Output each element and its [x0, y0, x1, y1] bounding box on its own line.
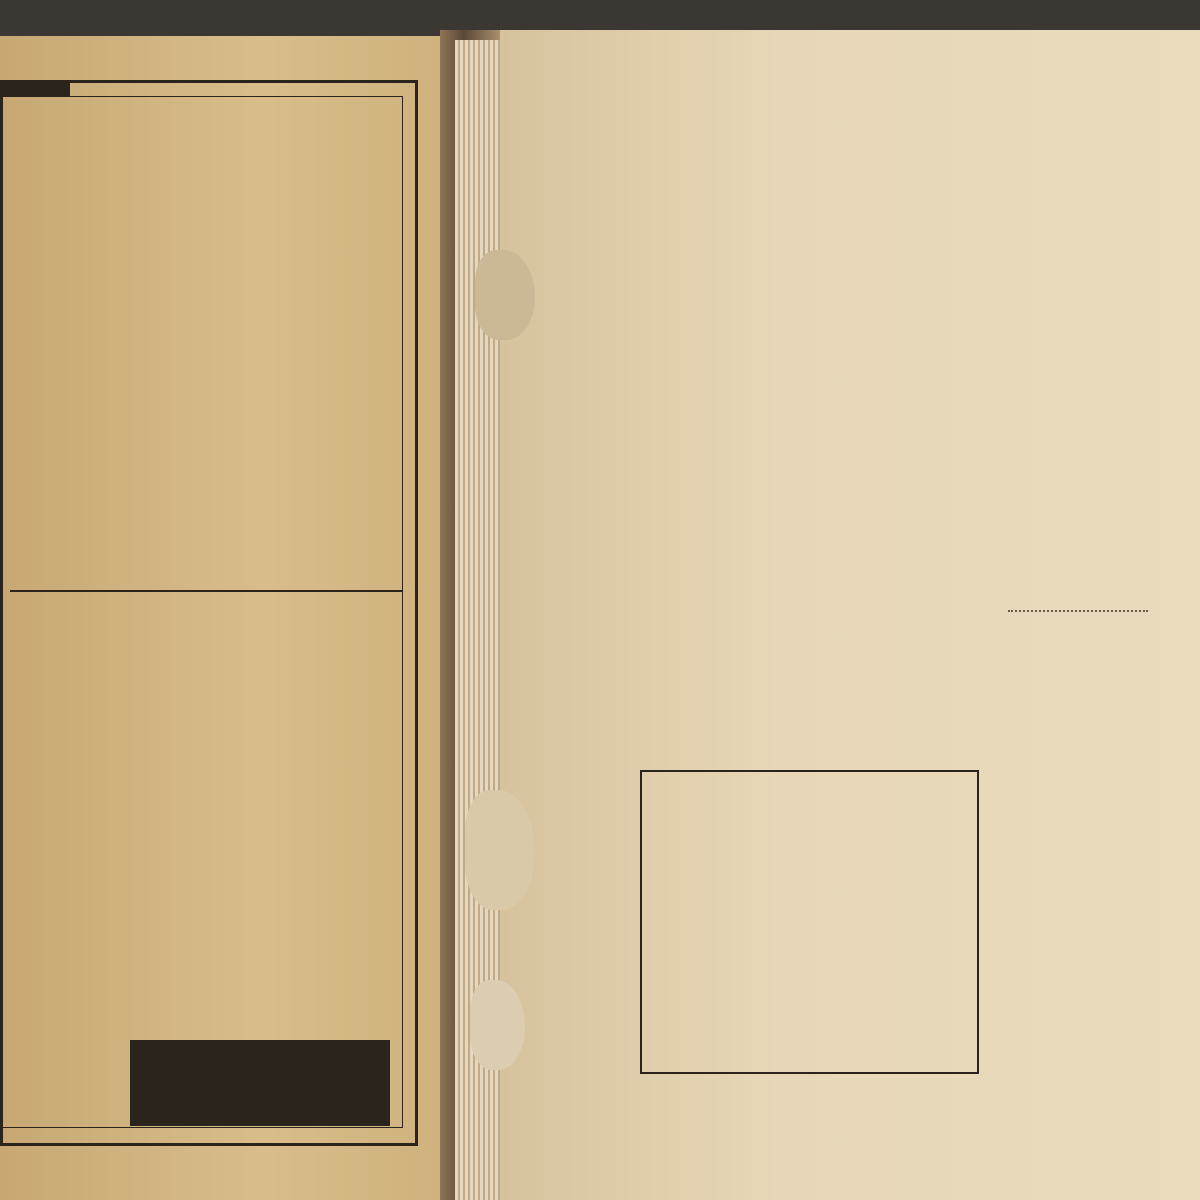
torn-paper: [475, 250, 535, 340]
torn-paper: [470, 980, 525, 1070]
dotted-rule: [1008, 610, 1148, 612]
ad-inner-frame: [0, 96, 403, 1128]
torn-paper: [465, 790, 535, 910]
colophon-box: [640, 770, 979, 1074]
ad-divider: [10, 590, 402, 592]
header-strip: [0, 80, 70, 96]
footer-band: [130, 1040, 390, 1126]
